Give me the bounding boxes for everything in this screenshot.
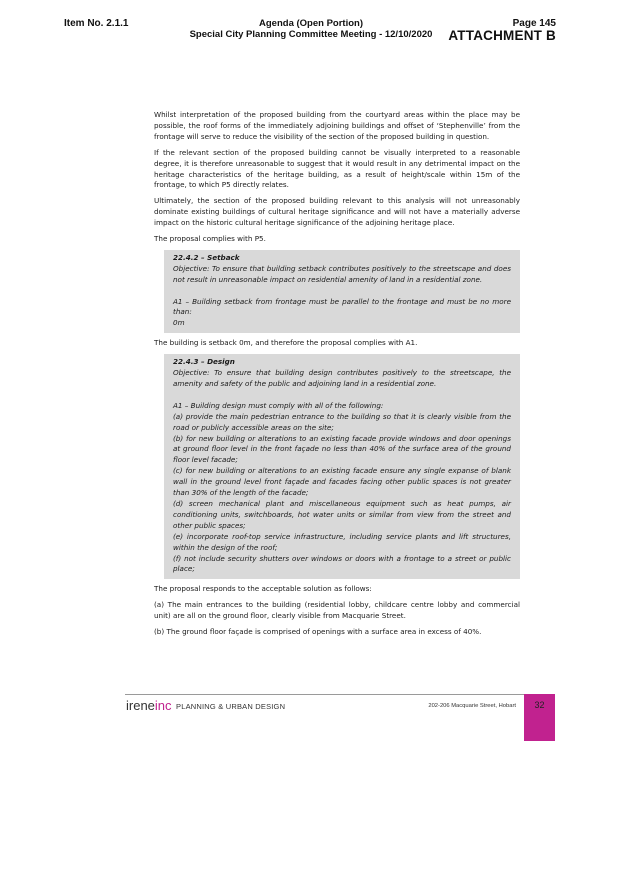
setback-objective: Objective: To ensure that building setback contributes positively to the streetscape and does not result in unreasonable impact on residential amenity of land in a residential zone. [173, 263, 511, 284]
footer-divider [125, 694, 525, 695]
attachment-label: ATTACHMENT B [448, 28, 556, 43]
company-logo [126, 698, 172, 713]
design-clause-e: (e) incorporate roof-top service infrastructure, including service plants and lift structures, within the design of the roof; [173, 531, 511, 552]
page-label: Page 145 [512, 18, 556, 29]
design-clause-b: (b) for new building or alterations to an existing facade provide windows and door openings at ground floor level in the front façade no less than 40% of the surface area of the ground floor level facade; [173, 433, 511, 465]
design-clause-d: (d) screen mechanical plant and miscellaneous equipment such as heat pumps, air conditioning units, switchboards, hot water units or similar from view from the street and other public spaces; [173, 498, 511, 530]
design-clause-a: (a) provide the main pedestrian entrance to the building so that it is clearly visible from the road or publicly accessible areas on the site; [173, 411, 511, 432]
paragraph: The proposal responds to the acceptable solution as follows: [154, 584, 372, 594]
setback-a1: A1 – Building setback from frontage must be parallel to the frontage and must be no more than: [173, 296, 511, 317]
setback-value: 0m [173, 318, 185, 328]
meeting-title: Special City Planning Committee Meeting - 12/10/2020 [189, 29, 433, 40]
paragraph: If the relevant section of the proposed building cannot be visually interpreted to a reasonable degree, it is therefore unreasonable to suggest that it would result in any detrimental impact on the heritage characteristics of the heritage building, as a result of height/scale within 15m of the frontage, to which P5 directly relates. [154, 147, 520, 190]
setback-title: 22.4.2 – Setback [173, 252, 240, 262]
design-a1: A1 – Building design must comply with all of the following: [173, 400, 384, 410]
design-objective: Objective: To ensure that building design contributes positively to the streetscape, the amenity and safety of the public and adjoining land in a residential zone. [173, 368, 511, 389]
design-title: 22.4.3 – Design [173, 357, 235, 367]
design-standard-box [164, 354, 520, 579]
document-body [154, 110, 520, 643]
agenda-title: Agenda (Open Portion) [259, 18, 363, 29]
page-attachment-header [448, 18, 556, 42]
logo-inc: inc [154, 698, 172, 713]
item-number: Item No. 2.1.1 [64, 18, 129, 29]
paragraph: (a) The main entrances to the building (residential lobby, childcare centre lobby and commercial unit) are all on the ground floor, clearly visible from Macquarie Street. [154, 600, 520, 621]
paragraph: The proposal complies with P5. [154, 234, 266, 244]
page-number: 32 [534, 700, 545, 710]
paragraph: Ultimately, the section of the proposed building relevant to this analysis will not unreasonably dominate existing buildings of cultural heritage significance and will not have a materially adverse impact on the historic cultural heritage significance of the adjoining heritage place. [154, 196, 520, 228]
footer-address: 202-206 Macquarie Street, Hobart [428, 703, 516, 709]
design-clause-c: (c) for new building or alterations to an existing facade ensure any single expanse of blank wall in the ground level front façade and facades facing other public spaces is not greater than 30% of the length of the facade; [173, 466, 511, 498]
paragraph: (b) The ground floor façade is comprised of openings with a surface area in excess of 40%. [154, 627, 482, 637]
paragraph: Whilst interpretation of the proposed building from the courtyard areas within the place may be possible, the roof forms of the immediately adjoining buildings and offset of ‘Stephenville’ from the frontage will serve to reduce the visibility of the section of the proposed building in question. [154, 110, 520, 141]
logo-tagline: PLANNING & URBAN DESIGN [176, 702, 286, 711]
paragraph: The building is setback 0m, and therefore the proposal complies with A1. [154, 338, 418, 348]
logo-irene: irene [126, 698, 155, 713]
page-number-box [524, 694, 555, 741]
design-clause-f: (f) not include security shutters over windows or doors with a frontage to a street or public place; [173, 553, 511, 574]
setback-standard-box [164, 250, 520, 333]
